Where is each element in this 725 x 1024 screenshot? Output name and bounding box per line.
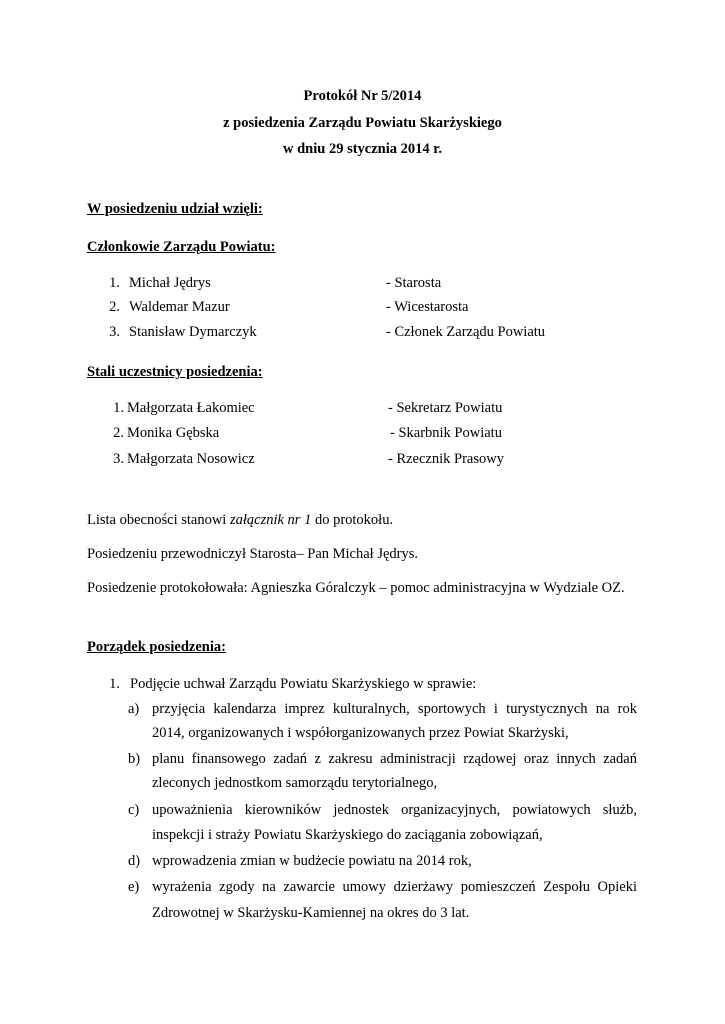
member-role: - Rzecznik Prasowy — [388, 451, 504, 467]
permanent-heading: Stali uczestnicy posiedzenia: — [87, 364, 263, 380]
protocol-title: Protokół Nr 5/2014 — [303, 88, 422, 104]
sub-letter: e) — [128, 879, 140, 895]
sub-letter: c) — [128, 802, 140, 818]
sub-text-line: 2014, organizowanych i współorganizowanych przez Powiat Skarżyski, — [152, 725, 569, 741]
agenda-heading: Porządek posiedzenia: — [87, 639, 226, 655]
attendance-heading: W posiedzeniu udział wzięli: — [87, 201, 263, 217]
board-heading: Członkowie Zarządu Powiatu: — [87, 239, 276, 255]
sub-text-line: wprowadzenia zmian w budżecie powiatu na 2014 rok, — [152, 853, 472, 869]
member-name: Stanisław Dymarczyk — [129, 324, 257, 340]
protocol-subtitle: z posiedzenia Zarządu Powiatu Skarżyskiego — [223, 115, 502, 131]
sub-text-line: planu finansowego zadań z zakresu administracji rządowej oraz innych zadań — [152, 751, 637, 767]
list-number: 1. — [109, 275, 120, 291]
member-role: - Wicestarosta — [386, 299, 469, 315]
sub-letter: a) — [128, 701, 140, 717]
protocol-date: w dniu 29 stycznia 2014 r. — [283, 141, 442, 157]
list-number: 1. — [109, 676, 120, 692]
member-role: - Skarbnik Powiatu — [390, 425, 502, 441]
list-number: 1. — [113, 400, 124, 416]
member-name: Małgorzata Łakomiec — [127, 400, 255, 416]
sub-text-line: zleconych jednostkom samorządu terytorialnego, — [152, 775, 438, 791]
agenda-item-text: Podjęcie uchwał Zarządu Powiatu Skarżyskiego w sprawie: — [130, 676, 477, 692]
sub-text-line: przyjęcia kalendarza imprez kulturalnych, sportowych i turystycznych na rok — [152, 701, 637, 717]
note-text: do protokołu. — [311, 512, 394, 528]
member-role: - Członek Zarządu Powiatu — [386, 324, 546, 340]
member-name: Małgorzata Nosowicz — [127, 451, 255, 467]
member-name: Monika Gębska — [127, 425, 220, 441]
member-role: - Starosta — [386, 275, 442, 291]
sub-letter: d) — [128, 853, 141, 869]
list-number: 3. — [109, 324, 120, 340]
chair-note: Posiedzeniu przewodniczył Starosta– Pan Michał Jędrys. — [87, 546, 419, 562]
sub-text-line: upoważnienia kierowników jednostek organizacyjnych, powiatowych służb, — [152, 802, 637, 818]
recorder-note: Posiedzenie protokołowała: Agnieszka Góralczyk – pomoc administracyjna w Wydziale OZ. — [87, 580, 625, 596]
list-number: 3. — [113, 451, 124, 467]
sub-text-line: wyrażenia zgody na zawarcie umowy dzierżawy pomieszczeń Zespołu Opieki — [152, 879, 637, 895]
attachment-ref: załącznik nr 1 — [229, 512, 312, 528]
member-role: - Sekretarz Powiatu — [388, 400, 503, 416]
member-name: Michał Jędrys — [129, 275, 211, 291]
member-name: Waldemar Mazur — [129, 299, 230, 315]
sub-letter: b) — [128, 751, 141, 767]
list-number: 2. — [113, 425, 124, 441]
sub-text-line: Zdrowotnej w Skarżysku-Kamiennej na okres do 3 lat. — [152, 905, 470, 921]
list-number: 2. — [109, 299, 120, 315]
attendance-list-note — [87, 512, 393, 529]
sub-text-line: inspekcji i straży Powiatu Skarżyskiego do zaciągania zobowiązań, — [152, 827, 543, 843]
note-text: Lista obecności stanowi — [87, 512, 230, 528]
